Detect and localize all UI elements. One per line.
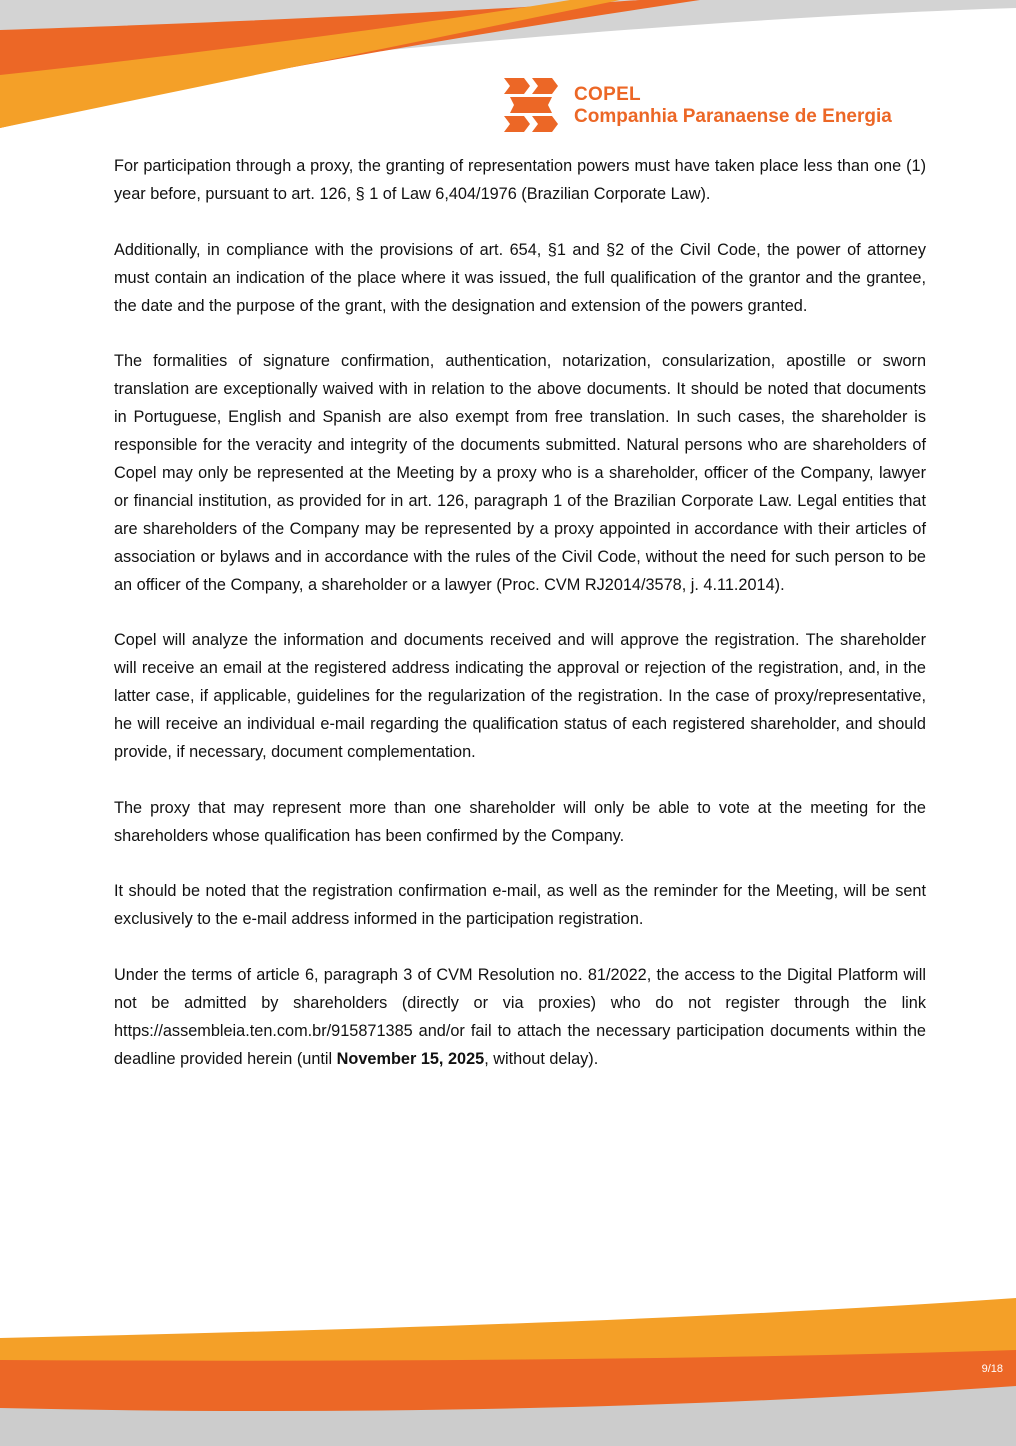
deadline-date: November 15, 2025	[336, 1049, 485, 1068]
digital-access-text-end: , without delay).	[484, 1049, 599, 1068]
copel-logo-mark-icon	[502, 78, 560, 132]
paragraph-proxy-voting: The proxy that may represent more than one shareholder will only be able to vote at the meeting for the shareholders whose qualification has been confirmed by the Company.	[114, 798, 926, 845]
company-full-name: Companhia Paranaense de Energia	[574, 105, 892, 127]
paragraph-civil-code: Additionally, in compliance with the provisions of art. 654, §1 and §2 of the Civil Code, the power of attorney must contain an indication of the place where it was issued, the full qualification of the grantor and the grantee, the date and the purpose of the grant, with the designation and extension of the powers granted.	[114, 240, 926, 315]
paragraph-proxy-term: For participation through a proxy, the granting of representation powers must have taken place less than one (1) year before, pursuant to art. 126, § 1 of Law 6,404/1976 (Brazilian Corporate Law).	[114, 157, 926, 203]
footer-decoration	[0, 1290, 1016, 1446]
paragraph-registration-review: Copel will analyze the information and documents received and will approve the registration. The shareholder will receive an email at the registered address indicating the approval or rejection of the registration, and, in the latter case, if applicable, guidelines for the regularization of the registration. In the case of proxy/representative, he will receive an individual e-mail regarding the qualification status of each registered shareholder, and should provide, if necessary, document complementation.	[114, 631, 926, 761]
digital-access-text: Under the terms of article 6, paragraph 3 of CVM Resolution no. 81/2022, the access to the Digital Platform will not be admitted by shareholders (directly or via proxies) who do not register through the link https://assembleia.ten.com.br/915871385 and/or fail to attach the necessary participation documents within the deadline provided herein (until	[114, 966, 926, 1068]
paragraph-formalities: The formalities of signature confirmation, authentication, notarization, consularization, apostille or sworn translation are exceptionally waived with in relation to the above documents. It should be noted that documents in Portuguese, English and Spanish are also exempt from free translation. In such cases, the shareholder is responsible for the veracity and integrity of the documents submitted. Natural persons who are shareholders of Copel may only be represented at the Meeting by a proxy who is a shareholder, officer of the Company, lawyer or financial institution, as provided for in art. 126, paragraph 1 of the Brazilian Corporate Law. Legal entities that are shareholders of the Company may be represented by a proxy appointed in accordance with their articles of association or bylaws and in accordance with the rules of the Civil Code, without the need for such person to be an officer of the Company, a shareholder or a lawyer (Proc. CVM RJ2014/3578, j. 4.11.2014).	[114, 352, 926, 594]
document-body	[114, 153, 926, 1102]
paragraph-digital-access	[114, 962, 926, 1074]
company-logo	[502, 78, 892, 132]
paragraph-confirmation-email: It should be noted that the registration confirmation e-mail, as well as the reminder for the Meeting, will be sent exclusively to the e-mail address informed in the participation registration.	[114, 882, 926, 929]
company-short-name: COPEL	[574, 83, 641, 105]
page-number: 9/18	[981, 1363, 1003, 1375]
